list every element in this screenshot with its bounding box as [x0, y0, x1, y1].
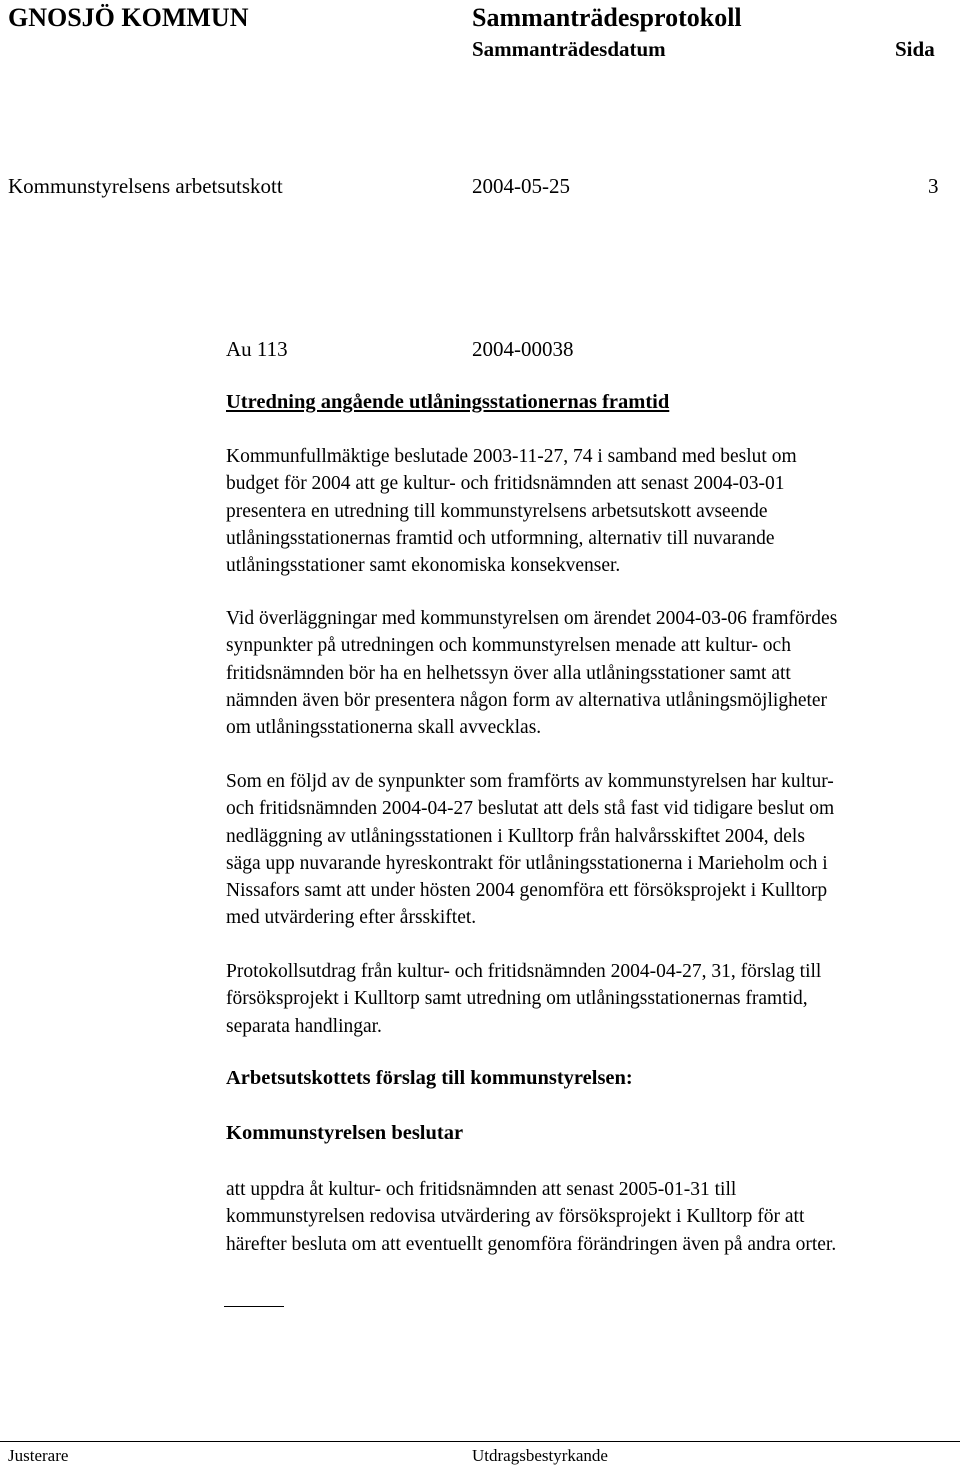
text-line: Kommunfullmäktige beslutade 2003-11-27, 74 i samband med beslut om [226, 446, 797, 467]
text-line: utlåningsstationernas framtid och utformning, alternativ till nuvarande [226, 527, 775, 549]
paragraph-background [226, 443, 956, 579]
page-number: 3 [928, 174, 939, 198]
decision-heading: Kommunstyrelsen beslutar [226, 1122, 464, 1144]
text-line: Vid överläggningar med kommunstyrelsen om ärendet 2004-03-06 framfördes [226, 608, 838, 629]
text-line: Nissafors samt att under hösten 2004 genomföra ett försöksprojekt i Kulltorp [226, 880, 828, 902]
meeting-date: 2004-05-25 [472, 174, 570, 198]
text-line: synpunkter på utredningen och kommunstyrelsen menade att kultur- och [226, 635, 791, 657]
case-reference: 2004-00038 [472, 337, 574, 361]
text-line: nämnden även bör presentera någon form av alternativa utlåningsmöjligheter [226, 689, 828, 711]
text-line: fritidsnämnden bör ha en helhetssyn över alla utlåningsstationer samt att [226, 662, 791, 684]
meeting-date-label: Sammanträdesdatum [472, 37, 666, 61]
case-title: Utredning angående utlåningsstationernas framtid [226, 391, 670, 413]
text-line: Protokollsutdrag från kultur- och fritidsnämnden 2004-04-27, 31, förslag till [226, 961, 822, 982]
text-line: Som en följd av de synpunkter som framförts av kommunstyrelsen har kultur- [226, 771, 834, 792]
text-line: och fritidsnämnden 2004-04-27 beslutat att dels stå fast vid tidigare beslut om [226, 798, 835, 820]
paragraph-attachments [226, 958, 956, 1040]
text-line: försöksprojekt i Kulltorp samt utredning om utlåningsstationernas framtid, [226, 988, 808, 1010]
text-line: säga upp nuvarande hyreskontrakt för utlåningsstationerna i Marieholm och i [226, 852, 828, 874]
text-line: budget för 2004 att ge kultur- och fritidsnämnden att senast 2004-03-01 [226, 473, 785, 495]
decision-text [226, 1176, 956, 1258]
text-line: att uppdra åt kultur- och fritidsnämnden att senast 2005-01-31 till [226, 1179, 737, 1200]
municipality-name: GNOSJÖ KOMMUN [8, 3, 249, 32]
page-label: Sida [895, 37, 935, 61]
justerare-label: Justerare [8, 1446, 69, 1465]
section-end-rule [224, 1306, 284, 1307]
paragraph-committee-decision [226, 768, 956, 932]
text-line: härefter besluta om att eventuellt genomföra förändringen även på andra orter. [226, 1233, 837, 1255]
text-line: nedläggning av utlåningsstationen i Kulltorp från halvårsskiftet 2004, dels [226, 825, 805, 847]
text-line: med utvärdering efter årsskiftet. [226, 907, 477, 929]
footer-rule [0, 1441, 960, 1442]
committee-name: Kommunstyrelsens arbetsutskott [8, 174, 283, 198]
proposal-heading: Arbetsutskottets förslag till kommunstyrelsen: [226, 1067, 633, 1089]
paragraph-consultation [226, 605, 956, 741]
document-type: Sammanträdesprotokoll [472, 3, 742, 32]
text-line: om utlåningsstationerna skall avvecklas. [226, 717, 542, 739]
text-line: kommunstyrelsen redovisa utvärdering av försöksprojekt i Kulltorp för att [226, 1206, 805, 1228]
utdragsbestyrkande-label: Utdragsbestyrkande [472, 1446, 608, 1465]
text-line: presentera en utredning till kommunstyrelsens arbetsutskott avseende [226, 500, 768, 522]
text-line: utlåningsstationer samt ekonomiska konsekvenser. [226, 555, 621, 577]
text-line: separata handlingar. [226, 1015, 382, 1037]
case-number: Au 113 [226, 337, 288, 361]
